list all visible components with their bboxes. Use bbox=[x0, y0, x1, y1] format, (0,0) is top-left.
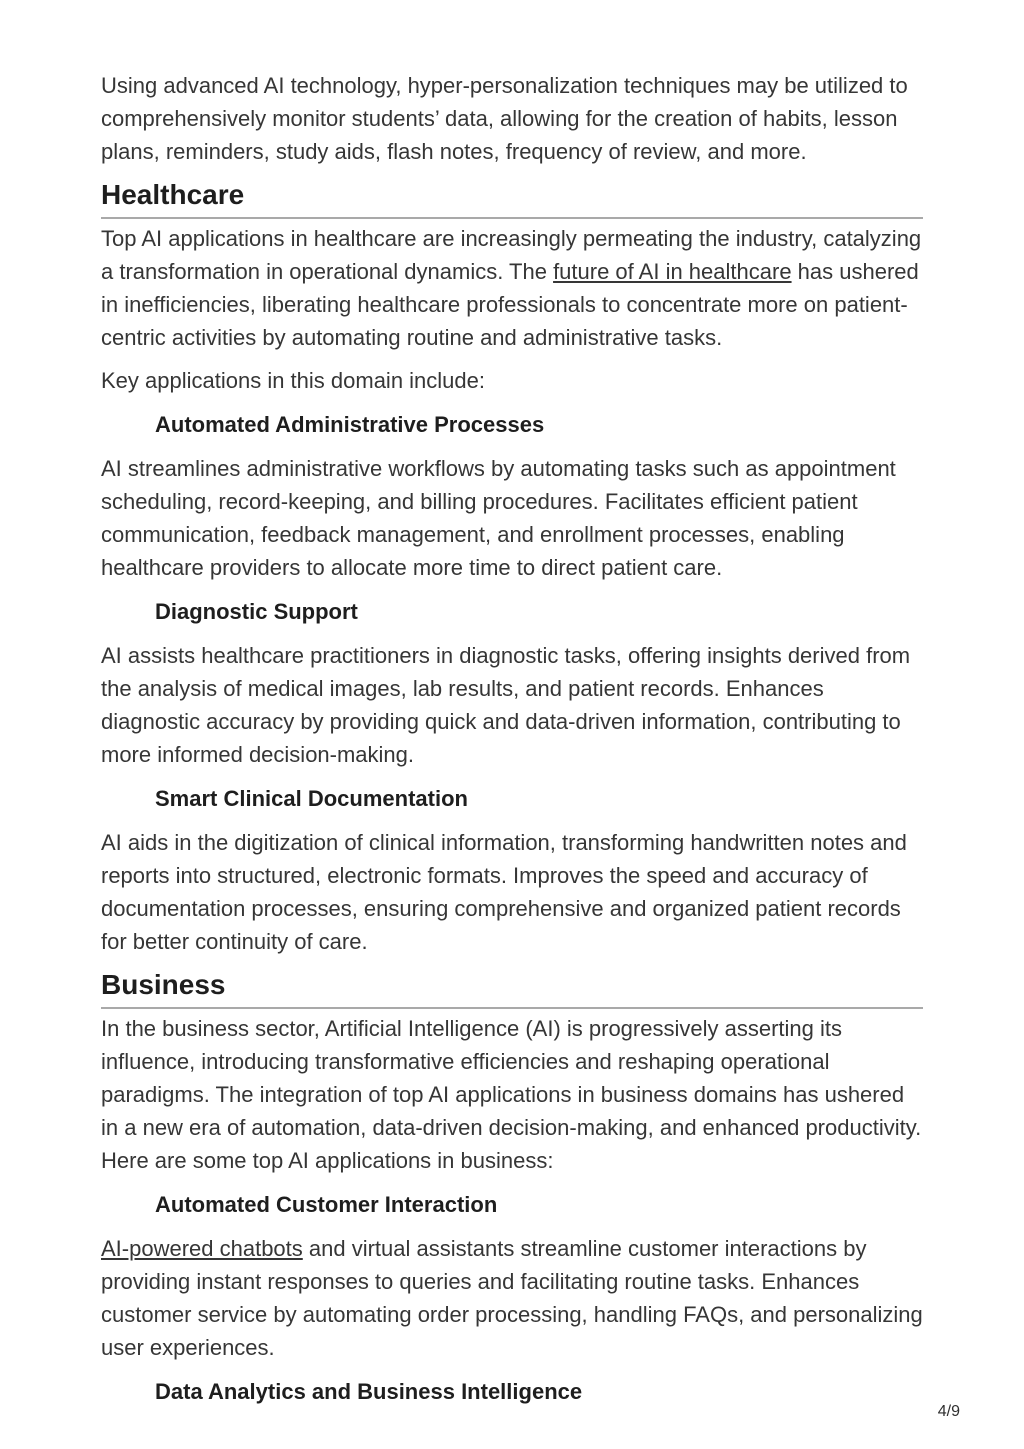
subheading-diagnostic-support: Diagnostic Support bbox=[155, 599, 358, 624]
section-heading-business: Business bbox=[101, 970, 923, 1009]
automated-administrative-processes-paragraph: AI streamlines administrative workflows by automating tasks such as appointment scheduling, record-keeping, and billing procedures. Facilitates efficient patient communication, feedback management, and enrollment processes, enabling healthcare providers to allocate more time to direct patient care. bbox=[101, 456, 896, 580]
business-lead-paragraph: In the business sector, Artificial Intelligence (AI) is progressively asserting its influence, introducing transformative efficiencies and reshaping operational paradigms. The integration of top AI applications in business domains has ushered in a new era of automation, data-driven decision-making, and enhanced productivity. Here are some top AI applications in business: bbox=[101, 1016, 922, 1173]
automated-customer-interaction-after-link: and virtual assistants streamline customer interactions by providing instant responses to queries and facilitating routine tasks. Enhances customer service by automating order processing, handling FAQs, and personalizing user experiences. bbox=[101, 1236, 923, 1360]
healthcare-lead-before-link: Top AI applications in healthcare are increasingly permeating the industry, catalyzing a transformation in operational dynamics. The bbox=[101, 226, 922, 284]
article-content bbox=[101, 0, 923, 1419]
subheading-automated-customer-interaction: Automated Customer Interaction bbox=[155, 1192, 498, 1217]
healthcare-lead-after-link: has ushered in inefficiencies, liberating healthcare professionals to concentrate more on patient-centric activities by automating routine and administrative tasks. bbox=[101, 259, 919, 350]
subheading-smart-clinical-documentation: Smart Clinical Documentation bbox=[155, 786, 468, 811]
subheading-automated-administrative-processes: Automated Administrative Processes bbox=[155, 412, 545, 437]
subheading-data-analytics-and-business-intelligence: Data Analytics and Business Intelligence bbox=[155, 1379, 583, 1404]
smart-clinical-documentation-paragraph: AI aids in the digitization of clinical information, transforming handwritten notes and reports into structured, electronic formats. Improves the speed and accuracy of documentation processes, ensuring comprehensive and organized patient records for better continuity of care. bbox=[101, 830, 907, 954]
healthcare-key-applications-line: Key applications in this domain include: bbox=[101, 368, 486, 393]
diagnostic-support-paragraph: AI assists healthcare practitioners in diagnostic tasks, offering insights derived from the analysis of medical images, lab results, and patient records. Enhances diagnostic accuracy by providing quick and data-driven information, contributing to more informed decision-making. bbox=[101, 643, 911, 767]
page-number: 4/9 bbox=[937, 1403, 960, 1420]
intro-paragraph: Using advanced AI technology, hyper-personalization techniques may be utilized to comprehensively monitor students’ data, allowing for the creation of habits, lesson plans, reminders, study aids, flash notes, frequency of review, and more. bbox=[101, 73, 908, 164]
healthcare-lead-paragraph bbox=[101, 222, 923, 354]
section-heading-healthcare: Healthcare bbox=[101, 180, 923, 219]
automated-customer-interaction-paragraph bbox=[101, 1232, 923, 1364]
ai-powered-chatbots-link[interactable]: AI-powered chatbots bbox=[101, 1236, 303, 1261]
future-of-ai-in-healthcare-link[interactable]: future of AI in healthcare bbox=[553, 259, 792, 284]
